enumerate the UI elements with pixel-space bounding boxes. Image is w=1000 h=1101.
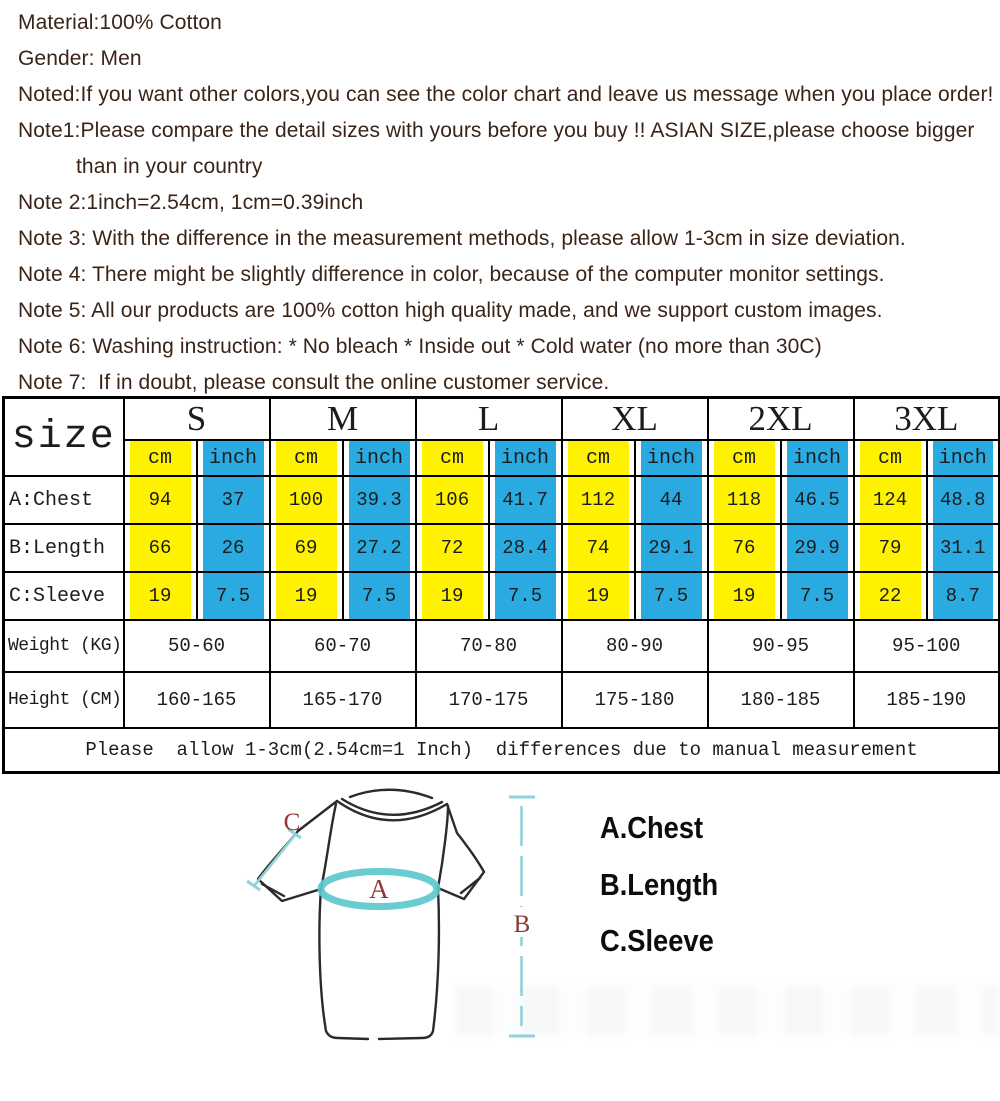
length-xl-cm <box>562 524 635 572</box>
value-chip: 76 <box>714 525 775 571</box>
value-chip: 112 <box>568 477 629 523</box>
sleeve-l-cm <box>416 572 489 620</box>
unit-header-cm <box>124 440 197 476</box>
note-1-continued: than in your country <box>76 155 263 178</box>
value-chip: 31.1 <box>933 525 994 571</box>
chest-l-inch <box>489 476 562 524</box>
size-header-s: S <box>124 398 270 441</box>
length-2xl-cm <box>708 524 781 572</box>
value-chip: 48.8 <box>933 477 994 523</box>
sleeve-2xl-cm <box>708 572 781 620</box>
chest-m-inch <box>343 476 416 524</box>
marker-c: C <box>283 809 301 836</box>
corner-size-label: size <box>4 398 124 477</box>
value-chip: 7.5 <box>641 573 702 619</box>
cm-chip: cm <box>422 441 483 475</box>
note-7: Note 7: If in doubt, please consult the online customer service. <box>18 371 610 394</box>
value-chip: 26 <box>203 525 264 571</box>
sleeve-m-inch <box>343 572 416 620</box>
value-chip: 29.9 <box>787 525 848 571</box>
unit-header-row <box>4 440 1000 476</box>
value-chip: 94 <box>130 477 191 523</box>
inch-chip: inch <box>203 441 264 475</box>
value-chip: 37 <box>203 477 264 523</box>
legend-sleeve: C.Sleeve <box>600 923 714 958</box>
sleeve-l-inch <box>489 572 562 620</box>
value-chip: 124 <box>860 477 921 523</box>
weight-3xl: 95-100 <box>854 620 1000 672</box>
value-chip: 79 <box>860 525 921 571</box>
legend-length: B.Length <box>600 867 719 902</box>
length-m-inch <box>343 524 416 572</box>
sleeve-3xl-inch <box>927 572 1000 620</box>
unit-header-inch <box>635 440 708 476</box>
value-chip: 8.7 <box>933 573 994 619</box>
row-label-height: Height (CM) <box>4 672 124 728</box>
sleeve-m-cm <box>270 572 343 620</box>
weight-row <box>4 620 1000 672</box>
value-chip: 29.1 <box>641 525 702 571</box>
note-1: Note1:Please compare the detail sizes with yours before you buy !! ASIAN SIZE,please choose bigger <box>18 119 975 142</box>
length-m-cm <box>270 524 343 572</box>
size-header-m: M <box>270 398 416 441</box>
unit-header-cm <box>854 440 927 476</box>
measurement-tolerance-note: Please allow 1-3cm(2.54cm=1 Inch) differences due to manual measurement <box>4 728 1000 772</box>
note-5: Note 5: All our products are 100% cotton high quality made, and we support custom images. <box>18 299 883 322</box>
chest-xl-cm <box>562 476 635 524</box>
value-chip: 7.5 <box>495 573 556 619</box>
sleeve-s-cm <box>124 572 197 620</box>
value-chip: 19 <box>276 573 337 619</box>
chest-3xl-inch <box>927 476 1000 524</box>
note-4: Note 4: There might be slightly difference in color, because of the computer monitor settings. <box>18 263 885 286</box>
value-chip: 118 <box>714 477 775 523</box>
note-material: Material:100% Cotton <box>18 11 222 34</box>
value-chip: 19 <box>568 573 629 619</box>
length-l-cm <box>416 524 489 572</box>
inch-chip: inch <box>641 441 702 475</box>
sleeve-s-inch <box>197 572 270 620</box>
value-chip: 27.2 <box>349 525 410 571</box>
inch-chip: inch <box>933 441 994 475</box>
row-label-weight: Weight (KG) <box>4 620 124 672</box>
unit-header-inch <box>781 440 854 476</box>
size-chart-table <box>2 396 1000 774</box>
chest-m-cm <box>270 476 343 524</box>
length-xl-inch <box>635 524 708 572</box>
value-chip: 44 <box>641 477 702 523</box>
note-2: Note 2:1inch=2.54cm, 1cm=0.39inch <box>18 191 364 214</box>
note-6: Note 6: Washing instruction: * No bleach * Inside out * Cold water (no more than 30C) <box>18 335 822 358</box>
cm-chip: cm <box>130 441 191 475</box>
unit-header-inch <box>927 440 1000 476</box>
size-header-2xl: 2XL <box>708 398 854 441</box>
sleeve-xl-cm <box>562 572 635 620</box>
value-chip: 19 <box>714 573 775 619</box>
cm-chip: cm <box>568 441 629 475</box>
weight-2xl: 90-95 <box>708 620 854 672</box>
height-row <box>4 672 1000 728</box>
value-chip: 74 <box>568 525 629 571</box>
cm-chip: cm <box>714 441 775 475</box>
value-chip: 69 <box>276 525 337 571</box>
note-3: Note 3: With the difference in the measurement methods, please allow 1-3cm in size deviation. <box>18 227 906 250</box>
value-chip: 22 <box>860 573 921 619</box>
height-3xl: 185-190 <box>854 672 1000 728</box>
chest-3xl-cm <box>854 476 927 524</box>
unit-header-inch <box>489 440 562 476</box>
unit-header-cm <box>270 440 343 476</box>
size-header-xl: XL <box>562 398 708 441</box>
chest-s-inch <box>197 476 270 524</box>
inch-chip: inch <box>349 441 410 475</box>
chest-2xl-cm <box>708 476 781 524</box>
value-chip: 41.7 <box>495 477 556 523</box>
weight-xl: 80-90 <box>562 620 708 672</box>
unit-header-cm <box>416 440 489 476</box>
value-chip: 7.5 <box>203 573 264 619</box>
cm-chip: cm <box>276 441 337 475</box>
value-chip: 19 <box>130 573 191 619</box>
weight-s: 50-60 <box>124 620 270 672</box>
value-chip: 100 <box>276 477 337 523</box>
weight-l: 70-80 <box>416 620 562 672</box>
value-chip: 19 <box>422 573 483 619</box>
marker-b: B <box>513 911 531 938</box>
value-chip: 7.5 <box>349 573 410 619</box>
sleeve-xl-inch <box>635 572 708 620</box>
height-l: 170-175 <box>416 672 562 728</box>
height-xl: 175-180 <box>562 672 708 728</box>
height-m: 165-170 <box>270 672 416 728</box>
sleeve-2xl-inch <box>781 572 854 620</box>
sleeve-row <box>4 572 1000 620</box>
row-label-sleeve: C:Sleeve <box>4 572 124 620</box>
note-gender: Gender: Men <box>18 47 142 70</box>
length-l-inch <box>489 524 562 572</box>
table-footer-row <box>4 728 1000 772</box>
value-chip: 72 <box>422 525 483 571</box>
unit-header-cm <box>562 440 635 476</box>
chest-2xl-inch <box>781 476 854 524</box>
tshirt-measurement-diagram <box>0 780 1000 1101</box>
marker-a: A <box>369 874 389 904</box>
row-label-chest: A:Chest <box>4 476 124 524</box>
value-chip: 66 <box>130 525 191 571</box>
value-chip: 39.3 <box>349 477 410 523</box>
weight-m: 60-70 <box>270 620 416 672</box>
row-label-length: B:Length <box>4 524 124 572</box>
height-2xl: 180-185 <box>708 672 854 728</box>
sleeve-measure-line <box>247 829 301 890</box>
legend-chest: A.Chest <box>600 810 704 845</box>
value-chip: 106 <box>422 477 483 523</box>
value-chip: 46.5 <box>787 477 848 523</box>
inch-chip: inch <box>787 441 848 475</box>
inch-chip: inch <box>495 441 556 475</box>
length-3xl-inch <box>927 524 1000 572</box>
length-3xl-cm <box>854 524 927 572</box>
unit-header-inch <box>343 440 416 476</box>
chest-l-cm <box>416 476 489 524</box>
chest-row <box>4 476 1000 524</box>
length-2xl-inch <box>781 524 854 572</box>
chest-s-cm <box>124 476 197 524</box>
size-header-3xl: 3XL <box>854 398 1000 441</box>
unit-header-inch <box>197 440 270 476</box>
value-chip: 28.4 <box>495 525 556 571</box>
product-notes <box>18 5 993 401</box>
length-s-inch <box>197 524 270 572</box>
note-colors: Noted:If you want other colors,you can see the color chart and leave us message when you place order! <box>18 83 994 106</box>
length-s-cm <box>124 524 197 572</box>
sleeve-3xl-cm <box>854 572 927 620</box>
value-chip: 7.5 <box>787 573 848 619</box>
length-row <box>4 524 1000 572</box>
size-header-row <box>4 398 1000 441</box>
height-s: 160-165 <box>124 672 270 728</box>
chest-xl-inch <box>635 476 708 524</box>
unit-header-cm <box>708 440 781 476</box>
size-header-l: L <box>416 398 562 441</box>
cm-chip: cm <box>860 441 921 475</box>
